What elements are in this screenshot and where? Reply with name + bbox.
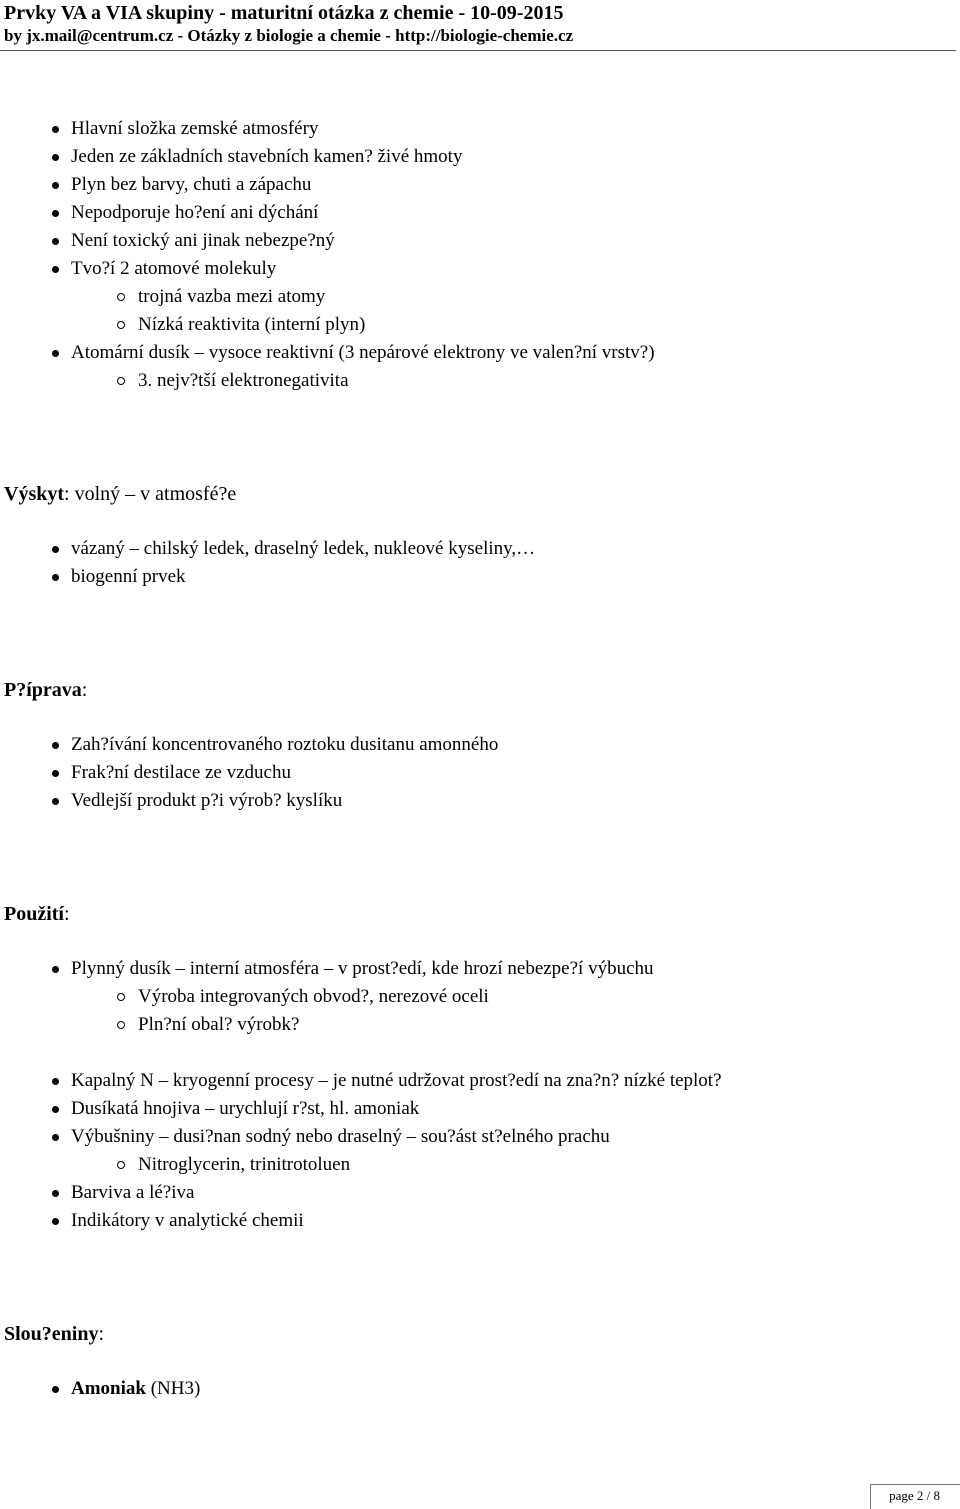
circle-bullet-icon xyxy=(117,993,125,1001)
disc-bullet-icon xyxy=(52,182,59,189)
list-item-text: biogenní prvek xyxy=(71,566,186,587)
list-item-text: Není toxický ani jinak nebezpe?ný xyxy=(71,230,335,251)
disc-bullet-icon xyxy=(52,1134,59,1141)
circle-bullet-icon xyxy=(117,377,125,385)
document-title: Prvky VA a VIA skupiny - maturitní otázka z chemie - 10-09-2015 xyxy=(4,2,564,24)
list-item-text: Dusíkatá hnojiva – urychlují r?st, hl. amoniak xyxy=(71,1098,420,1119)
section-heading-pouziti xyxy=(4,900,70,928)
list-item-text: Frak?ní destilace ze vzduchu xyxy=(71,762,291,783)
list-item-text: trojná vazba mezi atomy xyxy=(138,286,326,307)
page-header xyxy=(4,0,956,47)
list-item-text: Hlavní složka zemské atmosféry xyxy=(71,118,319,139)
list-item-text: Indikátory v analytické chemii xyxy=(71,1210,304,1231)
list-item-text: Zah?ívání koncentrovaného roztoku dusitanu amonného xyxy=(71,734,499,755)
disc-bullet-icon xyxy=(52,574,59,581)
disc-bullet-icon xyxy=(52,154,59,161)
list-item-text: Nitroglycerin, trinitrotoluen xyxy=(138,1154,351,1175)
disc-bullet-icon xyxy=(52,266,59,273)
disc-bullet-icon xyxy=(52,210,59,217)
circle-bullet-icon xyxy=(117,1021,125,1029)
section-heading-rest: : volný – v atmosfé?e xyxy=(64,483,237,505)
header-divider xyxy=(0,50,956,51)
section-heading-rest: : xyxy=(98,1323,105,1345)
list-item-text: Jeden ze základních stavebních kamen? živé hmoty xyxy=(71,146,463,167)
list-item-text: Vedlejší produkt p?i výrob? kyslíku xyxy=(71,790,343,811)
disc-bullet-icon xyxy=(52,546,59,553)
disc-bullet-icon xyxy=(52,770,59,777)
list-item-text xyxy=(71,1375,200,1403)
list-item-text: Výbušniny – dusi?nan sodný nebo draselný – sou?ást st?elného prachu xyxy=(71,1126,610,1147)
list-item-text: 3. nejv?tší elektronegativita xyxy=(138,370,349,391)
list-item-text: Plyn bez barvy, chuti a zápachu xyxy=(71,174,312,195)
circle-bullet-icon xyxy=(117,321,125,329)
disc-bullet-icon xyxy=(52,1106,59,1113)
disc-bullet-icon xyxy=(52,238,59,245)
section-heading-label: Výskyt xyxy=(4,483,65,505)
list-item-text: vázaný – chilský ledek, draselný ledek, nukleové kyseliny,… xyxy=(71,538,536,559)
disc-bullet-icon xyxy=(52,350,59,357)
section-heading-label: Slou?eniny xyxy=(4,1323,99,1345)
disc-bullet-icon xyxy=(52,1190,59,1197)
section-heading-rest: : xyxy=(64,903,70,925)
circle-bullet-icon xyxy=(117,293,125,301)
disc-bullet-icon xyxy=(52,966,59,973)
section-heading-priprava xyxy=(4,676,87,704)
disc-bullet-icon xyxy=(52,742,59,749)
page-number: page 2 / 8 xyxy=(889,1488,940,1503)
list-item-text: Barviva a lé?iva xyxy=(71,1182,195,1203)
list-item-text: Atomární dusík – vysoce reaktivní (3 nepárové elektrony ve valen?ní vrstv?) xyxy=(71,342,655,363)
disc-bullet-icon xyxy=(52,126,59,133)
section-heading-label: P?íprava xyxy=(4,679,82,701)
list-item-text: Pln?ní obal? výrobk? xyxy=(138,1014,300,1035)
document-byline: by jx.mail@centrum.cz - Otázky z biologie a chemie - http://biologie-chemie.cz xyxy=(4,26,574,45)
disc-bullet-icon xyxy=(52,1386,59,1393)
list-item-text: Nízká reaktivita (interní plyn) xyxy=(138,314,366,335)
list-item-text: Kapalný N – kryogenní procesy – je nutné udržovat prost?edí na zna?n? nízké teplot? xyxy=(71,1070,722,1091)
list-item-text: Plynný dusík – interní atmosféra – v prost?edí, kde hrozí nebezpe?í výbuchu xyxy=(71,958,654,979)
section-heading-vyskyt xyxy=(4,480,236,508)
section-heading-rest: : xyxy=(81,679,88,701)
compound-name: Amoniak xyxy=(71,1378,146,1399)
disc-bullet-icon xyxy=(52,1218,59,1225)
circle-bullet-icon xyxy=(117,1161,125,1169)
section-heading-label: Použití xyxy=(4,903,64,925)
list-item-text: Nepodporuje ho?ení ani dýchání xyxy=(71,202,319,223)
disc-bullet-icon xyxy=(52,798,59,805)
compound-formula: (NH3) xyxy=(145,1378,201,1399)
list-item-text: Výroba integrovaných obvod?, nerezové oceli xyxy=(138,986,489,1007)
disc-bullet-icon xyxy=(52,1078,59,1085)
list-item-text: Tvo?í 2 atomové molekuly xyxy=(71,258,277,279)
section-heading-slouceniny xyxy=(4,1320,104,1348)
